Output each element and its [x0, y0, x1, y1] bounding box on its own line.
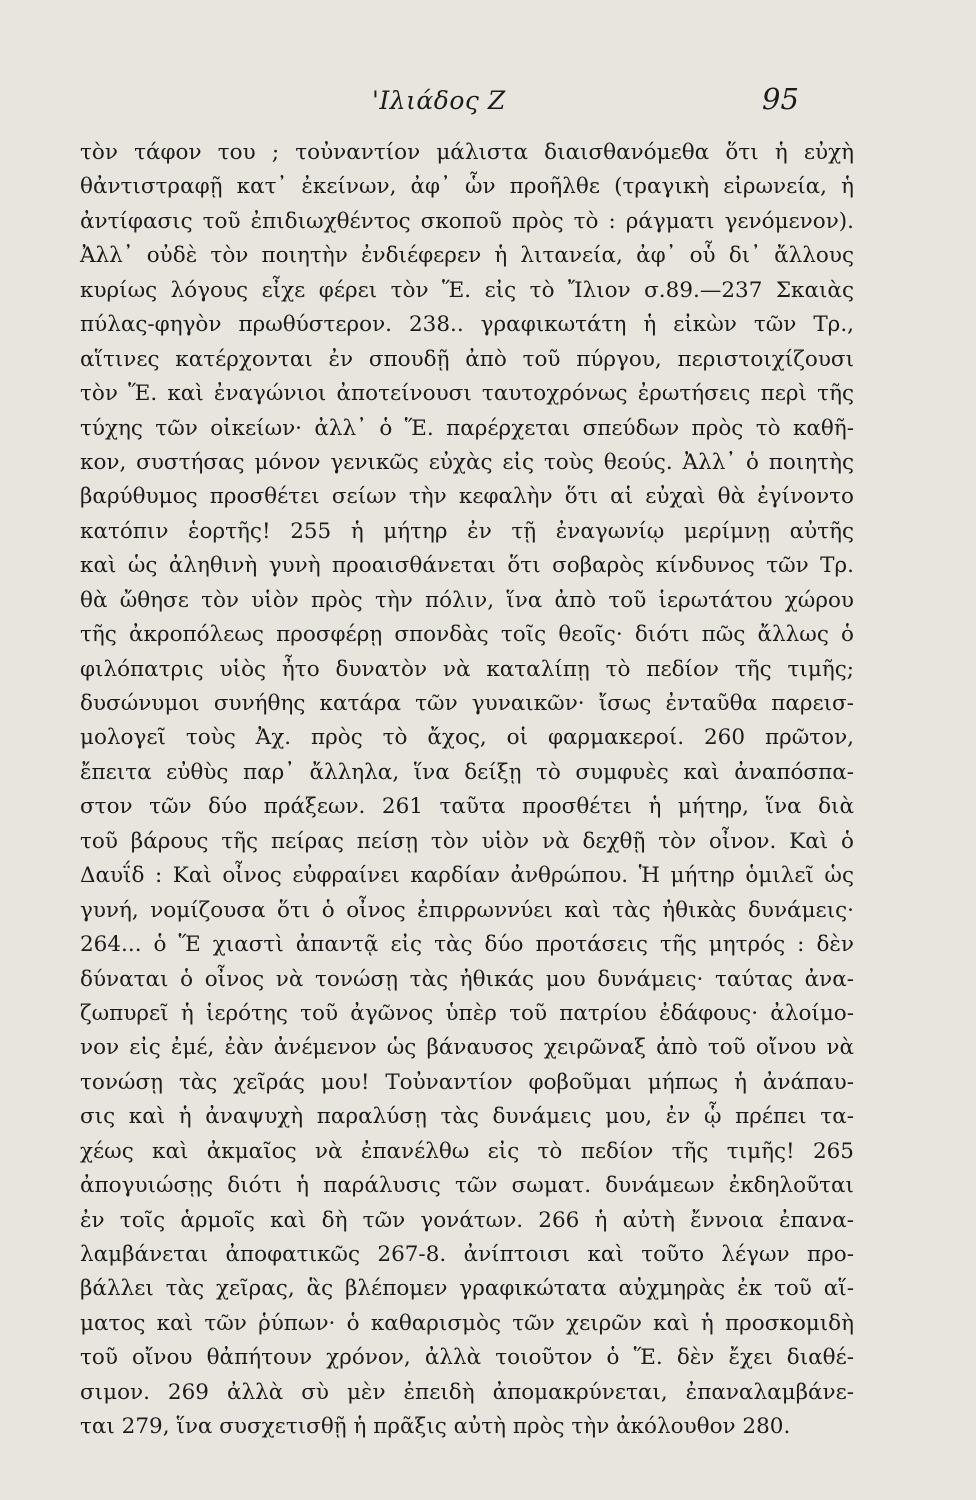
text-line: τύχης τῶν οἰκείων· ἀλλ᾽ ὁ Ἕ. παρέρχεται σπεύδων πρὸς τὸ καθῆ- — [80, 415, 854, 441]
text-line: τοῦ βάρους τῆς πείρας πείσῃ τὸν υἱὸν νὰ δεχθῇ τὸν οἶνον. Καὶ ὁ — [80, 828, 854, 854]
text-line: σιμον. 269 ἀλλὰ σὺ μὲν ἐπειδὴ ἀπομακρύνεται, ἐπαναλαμβάνε- — [80, 1379, 854, 1405]
text-line: ἀπογυιώσῃς διότι ἡ παράλυσις τῶν σωματ. δυνάμεων ἐκδηλοῦται — [80, 1173, 854, 1199]
text-line: τὸν τάφον του ; τοὐναντίον μάλιστα διαισθανόμεθα ὅτι ἡ εὐχὴ — [80, 140, 854, 165]
text-line: ματος καὶ τῶν ῥύπων· ὁ καθαρισμὸς τῶν χειρῶν καὶ ἡ προσκομιδὴ — [80, 1310, 854, 1336]
text-line: αἵτινες κατέρχονται ἐν σπουδῇ ἀπὸ τοῦ πύργου, περιστοιχίζουσι — [80, 346, 854, 372]
text-line: τονώσῃ τὰς χεῖράς μου! Τοὐναντίον φοβοῦμαι μήπως ἡ ἀνάπαυ- — [80, 1069, 854, 1095]
text-line: μολογεῖ τοὺς Ἀχ. πρὸς τὸ ἄχος, οἱ φαρμακεροί. 260 πρῶτον, — [80, 725, 854, 751]
text-line: ἀντίφασις τοῦ ἐπιδιωχθέντος σκοποῦ πρὸς τὸ : ράγματι γενόμενον). — [80, 208, 854, 234]
text-line: κατόπιν ἑορτῆς! 255 ἡ μήτηρ ἐν τῇ ἐναγωνίῳ μερίμνῃ αὐτῆς — [80, 518, 854, 544]
text-line: χέως καὶ ἀκμαῖος νὰ ἐπανέλθω εἰς τὸ πεδίον τῆς τιμῆς! 265 — [80, 1138, 854, 1164]
text-line: βάλλει τὰς χεῖρας, ἃς βλέπομεν γραφικώτατα αὐχμηρὰς ἐκ τοῦ αἵ- — [80, 1276, 854, 1302]
text-line: τοῦ οἴνου θἀπήτουν χρόνον, ἀλλὰ τοιοῦτον ὁ Ἕ. δὲν ἔχει διαθέ- — [80, 1345, 854, 1371]
text-line: γυνή, νομίζουσα ὅτι ὁ οἶνος ἐπιρρωννύει καὶ τὰς ἠθικὰς δυνάμεις· — [80, 897, 854, 923]
text-line: βαρύθυμος προσθέτει σείων τὴν κεφαλὴν ὅτι αἱ εὐχαὶ θὰ ἐγίνοντο — [80, 484, 854, 510]
text-line: σις καὶ ἡ ἀναψυχὴ παραλύσῃ τὰς δυνάμεις μου, ἐν ᾧ πρέπει τα- — [80, 1104, 854, 1130]
text-line: δύναται ὁ οἶνος νὰ τονώσῃ τὰς ἠθικάς μου δυνάμεις· ταύτας ἀνα- — [80, 966, 854, 992]
text-line: κυρίως λόγους εἶχε φέρει τὸν Ἕ. εἰς τὸ Ἴλιον σ.89.—237 Σκαιὰς — [80, 277, 854, 303]
text-line: πύλας-φηγὸν πρωθύστερον. 238.. γραφικωτάτη ἡ εἰκὼν τῶν Τρ., — [80, 312, 854, 338]
text-line: νον εἰς ἐμέ, ἐὰν ἀνέμενον ὡς βάναυσος χειρῶναξ ἀπὸ τοῦ οἴνου νὰ — [80, 1035, 854, 1061]
commentary-text — [80, 136, 854, 1445]
text-line: φιλόπατρις υἱὸς ἦτο δυνατὸν νὰ καταλίπῃ τὸ πεδίον τῆς τιμῆς; — [80, 656, 854, 682]
text-line: Δαυΐδ : Καὶ οἶνος εὐφραίνει καρδίαν ἀνθρώπου. Ἡ μήτηρ ὁμιλεῖ ὡς — [80, 863, 854, 889]
text-line: ζωπυρεῖ ἡ ἱερότης τοῦ ἀγῶνος ὑπὲρ τοῦ πατρίου ἐδάφους· ἀλοίμο- — [80, 1000, 854, 1026]
text-line: τῆς ἀκροπόλεως προσφέρῃ σπονδὰς τοῖς θεοῖς· διότι πῶς ἄλλως ὁ — [80, 622, 854, 648]
text-line: καὶ ὡς ἀληθινὴ γυνὴ προαισθάνεται ὅτι σοβαρὸς κίνδυνος τῶν Τρ. — [80, 553, 854, 579]
text-line: Ἀλλ᾽ οὐδὲ τὸν ποιητὴν ἐνδιέφερεν ἡ λιτανεία, ἀφ᾽ οὗ δι᾽ ἄλλους — [80, 243, 854, 269]
page-number: 95 — [762, 82, 799, 116]
text-line: δυσώνυμοι συνήθης κατάρα τῶν γυναικῶν· ἴσως ἐνταῦθα παρεισ- — [80, 691, 854, 716]
text-line: στον τῶν δύο πράξεων. 261 ταῦτα προσθέτει ἡ μήτηρ, ἵνα διὰ — [80, 794, 854, 820]
text-line: ἔπειτα εὐθὺς παρ᾽ ἄλληλα, ἵνα δείξῃ τὸ συμφυὲς καὶ ἀναπόσπα- — [80, 759, 854, 785]
text-line: τὸν Ἕ. καὶ ἐναγώνιοι ἀποτείνουσι ταυτοχρόνως ἐρωτήσεις περὶ τῆς — [80, 381, 854, 407]
text-line: ἐν τοῖς ἁρμοῖς καὶ δὴ τῶν γονάτων. 266 ἡ αὐτὴ ἔννοια ἐπανα- — [80, 1207, 854, 1233]
text-line: ται 279, ἵνα συσχετισθῇ ἡ πρᾶξις αὐτὴ πρὸς τὴν ἀκόλουθον 280. — [80, 1414, 791, 1440]
page-header — [0, 82, 976, 126]
text-line: θἀντιστραφῇ κατ᾽ ἐκείνων, ἀφ᾽ ὧν προῆλθε (τραγικὴ εἰρωνεία, ἡ — [80, 174, 854, 200]
running-title: 'Ιλιάδος Ζ — [372, 86, 506, 115]
text-line: 264... ὁ Ἕ χιαστὶ ἀπαντᾷ εἰς τὰς δύο προτάσεις τῆς μητρός : δὲν — [80, 932, 854, 958]
text-line: κον, συστήσας μόνον γενικῶς εὐχὰς εἰς τοὺς θεούς. Ἀλλ᾽ ὁ ποιητὴς — [80, 449, 854, 475]
text-line: θὰ ὤθησε τὸν υἱὸν πρὸς τὴν πόλιν, ἵνα ἀπὸ τοῦ ἱερωτάτου χώρου — [80, 587, 854, 613]
text-line: λαμβάνεται ἀποφατικῶς 267-8. ἀνίπτοισι καὶ τοῦτο λέγων προ- — [80, 1242, 854, 1267]
